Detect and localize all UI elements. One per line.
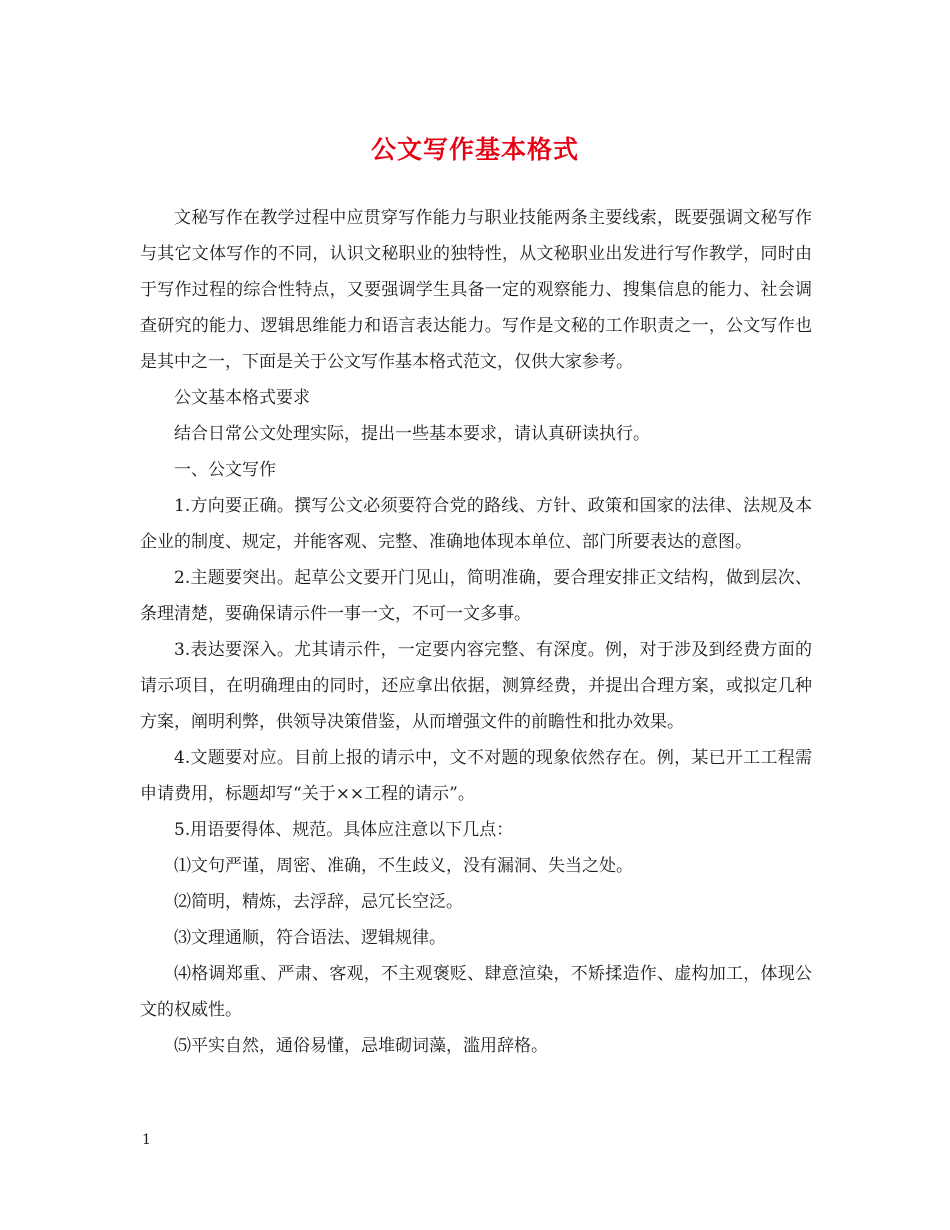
document-title: 公文写作基本格式 [370, 135, 579, 164]
section-heading-requirements: 公文基本格式要求 [174, 388, 310, 408]
sub-item-1: ⑴文句严谨，周密、准确，不生歧义，没有漏洞、失当之处。 [174, 856, 633, 876]
sub-item-3: ⑶文理通顺，符合语法、逻辑规律。 [174, 928, 446, 948]
sub-item-5: ⑸平实自然，通俗易懂，忌堆砌词藻，滥用辞格。 [174, 1036, 548, 1056]
document-body [140, 200, 812, 1064]
paragraph-instruction: 结合日常公文处理实际，提出一些基本要求，请认真研读执行。 [174, 424, 650, 444]
paragraph-item-4: 4.文题要对应。目前上报的请示中，文不对题的现象依然存在。例，某已开工工程需申请费用，标题却写“关于××工程的请示”。 [140, 748, 812, 804]
sub-item-4: ⑷格调郑重、严肃、客观，不主观褒贬、肆意渲染，不矫揉造作、虚构加工，体现公文的权威性。 [140, 964, 812, 1020]
paragraph-item-3: 3.表达要深入。尤其请示件，一定要内容完整、有深度。例，对于涉及到经费方面的请示项目，在明确理由的同时，还应拿出依据，测算经费，并提出合理方案，或拟定几种方案，阐明利弊，供领导决策借鉴，从而增强文件的前瞻性和批办效果。 [140, 640, 812, 732]
paragraph-item-1: 1.方向要正确。撰写公文必须要符合党的路线、方针、政策和国家的法律、法规及本企业的制度、规定，并能客观、完整、准确地体现本单位、部门所要表达的意图。 [140, 496, 812, 552]
paragraph-item-5: 5.用语要得体、规范。具体应注意以下几点： [174, 820, 514, 840]
page-number: 1 [142, 1132, 151, 1148]
sub-item-2: ⑵简明，精炼，去浮辞，忌冗长空泛。 [174, 892, 463, 912]
section-heading-writing: 一、公文写作 [174, 460, 276, 480]
intro-paragraph: 文秘写作在教学过程中应贯穿写作能力与职业技能两条主要线索，既要强调文秘写作与其它文体写作的不同，认识文秘职业的独特性，从文秘职业出发进行写作教学，同时由于写作过程的综合性特点，又要强调学生具备一定的观察能力、搜集信息的能力、社会调查研究的能力、逻辑思维能力和语言表达能力。写作是文秘的工作职责之一，公文写作也是其中之一，下面是关于公文写作基本格式范文，仅供大家参考。 [140, 208, 812, 372]
paragraph-item-2: 2.主题要突出。起草公文要开门见山，简明准确，要合理安排正文结构，做到层次、条理清楚，要确保请示件一事一文，不可一文多事。 [140, 568, 812, 624]
